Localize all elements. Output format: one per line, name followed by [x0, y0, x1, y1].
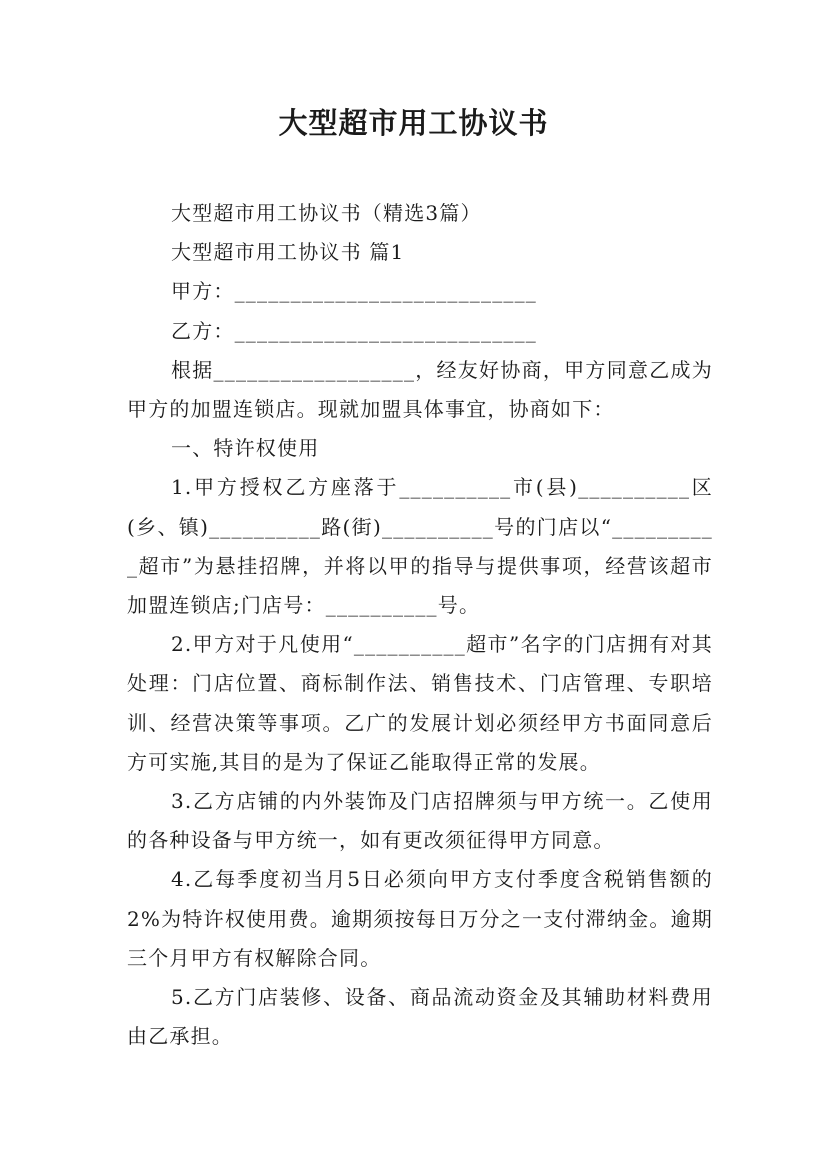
paragraph-clause-1: 1.甲方授权乙方座落于__________市(县)__________区(乡、镇)__________路(街)__________号的门店以“__________超市”为悬挂招牌，并将以甲的指导与提供事项，经营该超市加盟连锁店;门店号：__________号。: [127, 475, 713, 618]
paragraph-clause-4: 4.乙每季度初当月5日必须向甲方支付季度含税销售额的2%为特许权使用费。逾期须按每日万分之一支付滞纳金。逾期三个月甲方有权解除合同。: [127, 867, 713, 970]
paragraph-clause-5: 5.乙方门店装修、设备、商品流动资金及其辅助材料费用由乙承担。: [127, 985, 713, 1049]
document-title: 大型超市用工协议书: [278, 106, 549, 140]
document-body: [127, 194, 713, 1056]
paragraph-subtitle: 大型超市用工协议书（精选3篇）: [171, 201, 482, 225]
paragraph-clause-2: 2.甲方对于凡使用“__________超市”名字的门店拥有对其处理：门店位置、商标制作法、销售技术、门店管理、专职培训、经营决策等事项。乙广的发展计划必须经甲方书面同意后方可实施,其目的是为了保证乙能取得正常的发展。: [127, 632, 713, 774]
paragraph-party-a: 甲方：___________________________: [171, 279, 537, 304]
paragraph-party-b: 乙方：___________________________: [171, 318, 537, 343]
paragraph-clause-3: 3.乙方店铺的内外装饰及门店招牌须与甲方统一。乙使用的各种设备与甲方统一，如有更改须征得甲方同意。: [127, 789, 713, 853]
paragraph-section-heading: 大型超市用工协议书 篇1: [171, 240, 405, 265]
paragraph-preamble: 根据__________________，经友好协商，甲方同意乙成为甲方的加盟连锁店。现就加盟具体事宜，协商如下：: [127, 357, 713, 422]
paragraph-clause-heading: 一、特许权使用: [171, 436, 320, 461]
